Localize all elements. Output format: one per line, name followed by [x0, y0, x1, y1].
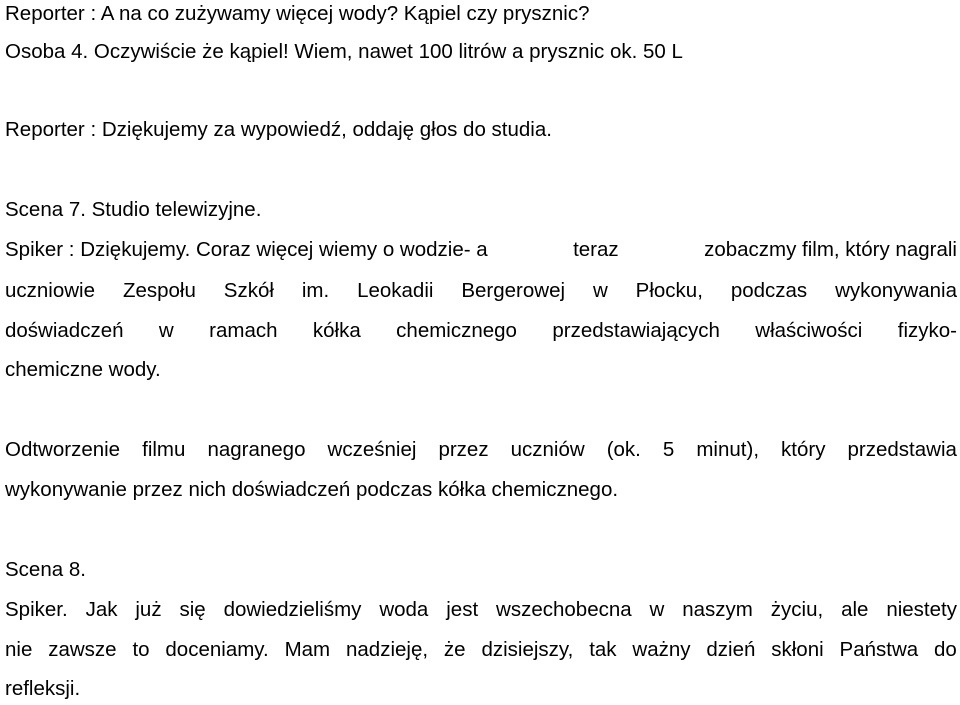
word: już — [135, 598, 162, 621]
word: przedstawia — [847, 438, 957, 461]
word: dowiedzieliśmy — [223, 598, 362, 621]
word: właściwości — [755, 319, 863, 342]
word: w — [158, 319, 174, 342]
word: uczniów — [510, 438, 585, 461]
word: Odtworzenie — [5, 438, 121, 461]
word: Mam — [284, 638, 331, 661]
word: Płocku, — [635, 279, 703, 302]
word: Leokadii — [357, 279, 434, 302]
word: Spiker. — [5, 598, 68, 621]
word: doceniamy. — [165, 638, 269, 661]
word: że — [443, 638, 466, 661]
word: wszechobecna — [496, 598, 632, 621]
word: przedstawiających — [552, 319, 720, 342]
text-line: wykonywanie przez nich doświadczeń podczas kółka chemicznego. — [5, 478, 619, 501]
word: teraz — [573, 238, 619, 261]
text-line: refleksji. — [5, 677, 81, 700]
word: Zespołu — [122, 279, 196, 302]
word: się — [179, 598, 206, 621]
word: nagranego — [207, 438, 306, 461]
word: filmu — [142, 438, 186, 461]
word: podczas — [730, 279, 808, 302]
word: do — [934, 638, 957, 661]
word: woda — [379, 598, 429, 621]
word: skłoni — [771, 638, 824, 661]
word: w — [649, 598, 665, 621]
word: wykonywania — [835, 279, 957, 302]
justified-line — [5, 638, 957, 662]
text-line: Scena 7. Studio telewizyjne. — [5, 198, 262, 221]
justified-line — [5, 319, 957, 343]
word: Bergerowej — [461, 279, 566, 302]
word: Spiker : Dziękujemy. Coraz więcej wiemy o wodzie- a — [5, 238, 488, 261]
word: tak — [589, 638, 617, 661]
text-line: chemiczne wody. — [5, 358, 161, 381]
word: w — [592, 279, 608, 302]
word: fizyko- — [897, 319, 957, 342]
word: im. — [301, 279, 330, 302]
word: minut), — [696, 438, 760, 461]
text-line: Reporter : A na co zużywamy więcej wody? Kąpiel czy prysznic? — [5, 2, 590, 25]
word: Państwa — [839, 638, 919, 661]
word: który — [781, 438, 826, 461]
word: nie — [5, 638, 33, 661]
word: chemicznego — [396, 319, 517, 342]
justified-line — [5, 238, 957, 262]
word: kółka — [312, 319, 361, 342]
word: życiu, — [770, 598, 824, 621]
word: przez — [438, 438, 489, 461]
word: jest — [446, 598, 479, 621]
word: dzisiejszy, — [481, 638, 574, 661]
word: doświadczeń — [5, 319, 124, 342]
word: Jak — [85, 598, 118, 621]
word: nadzieję, — [346, 638, 429, 661]
word: zawsze — [48, 638, 117, 661]
word: ważny — [632, 638, 691, 661]
word: ale — [841, 598, 869, 621]
word: wcześniej — [327, 438, 417, 461]
word: niestety — [886, 598, 957, 621]
text-line: Osoba 4. Oczywiście że kąpiel! Wiem, nawet 100 litrów a prysznic ok. 50 L — [5, 40, 683, 63]
word: 5 — [662, 438, 675, 461]
text-line: Reporter : Dziękujemy za wypowiedź, oddaję głos do studia. — [5, 118, 552, 141]
word: (ok. — [606, 438, 641, 461]
justified-line — [5, 279, 957, 303]
word: naszym — [682, 598, 753, 621]
word: ramach — [209, 319, 278, 342]
word: zobaczmy film, który nagrali — [704, 238, 957, 261]
justified-line — [5, 598, 957, 622]
word: uczniowie — [5, 279, 96, 302]
word: Szkół — [223, 279, 274, 302]
word: dzień — [706, 638, 756, 661]
word: to — [132, 638, 150, 661]
justified-line — [5, 438, 957, 462]
text-line: Scena 8. — [5, 558, 86, 581]
